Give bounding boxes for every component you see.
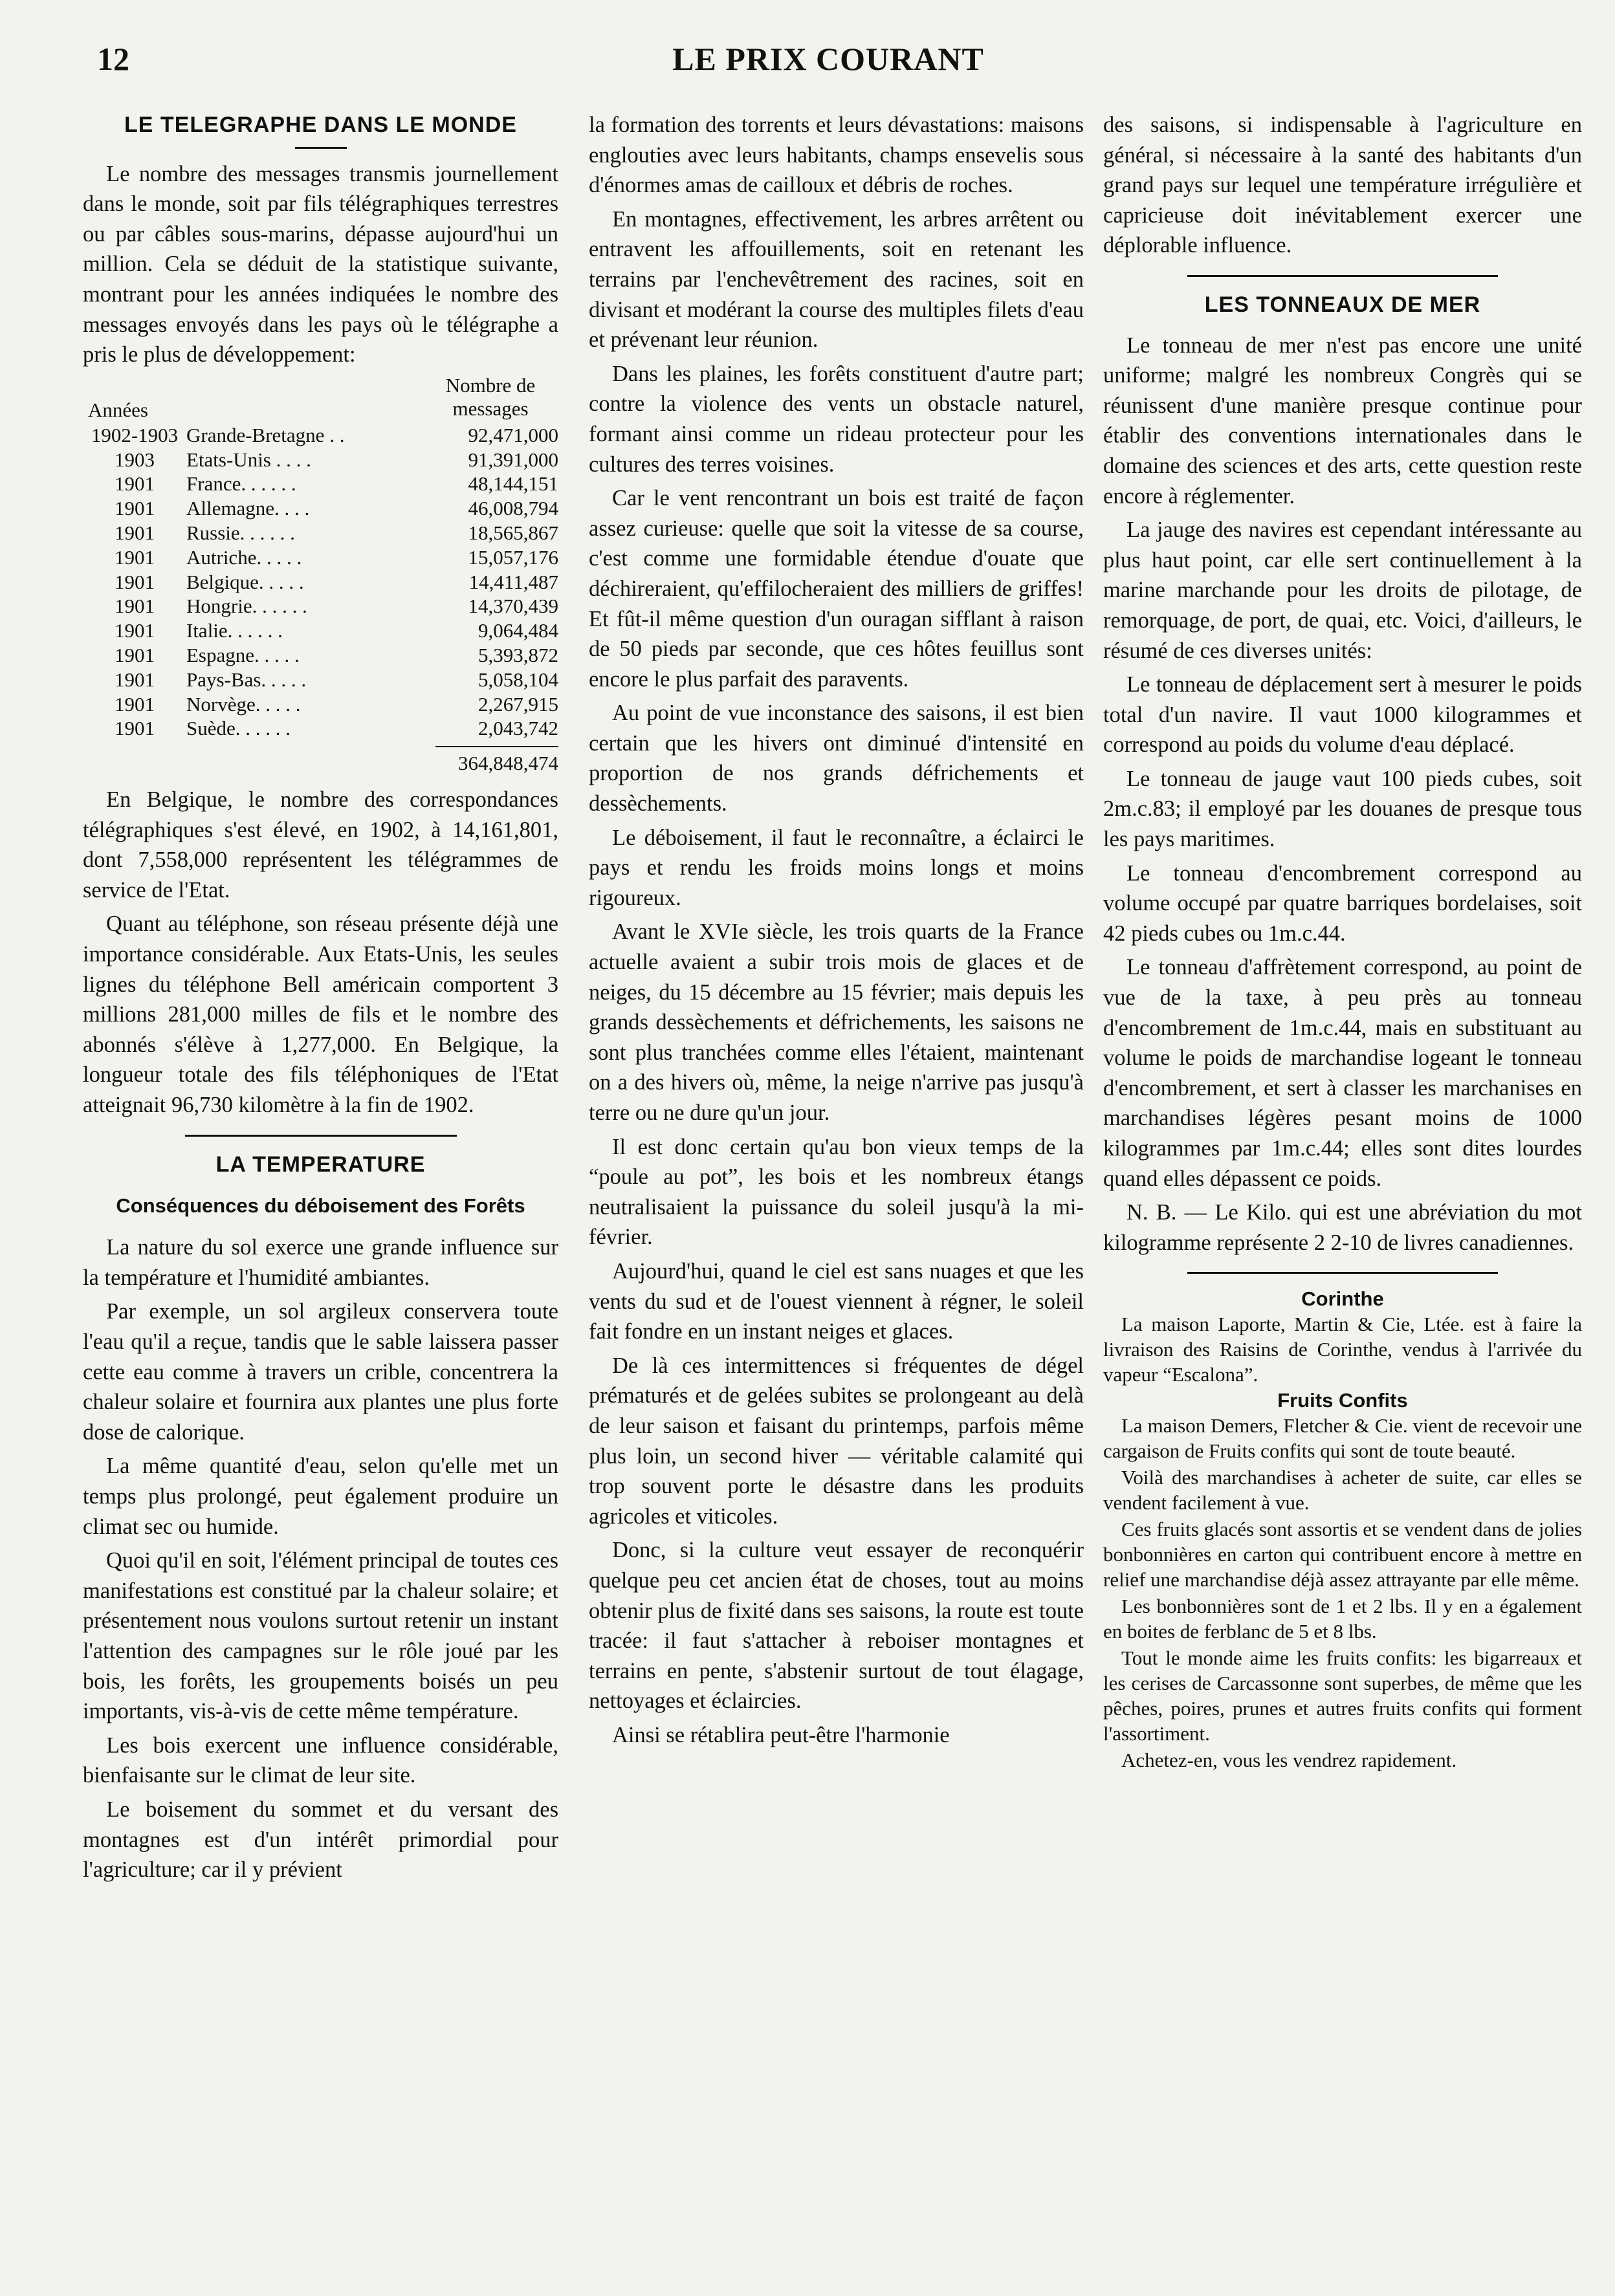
tonneaux-paragraph: La jauge des navires est cependant intéressante au plus haut point, car elle sert continuellement à la marine marchande pour les droits de pilotage, de remorquage, de port, de quai, etc. Voici, d'ailleurs, le résumé de ces diverses unités: — [1103, 518, 1582, 663]
temperature-paragraph: De là ces intermittences si fréquentes de dégel prématurés et de gelées subites se prolongeant au delà de leur saison et faisant du printemps, parfois même plus loin, un second hiver — véritable calamité qui trop souvent porte le désastre dans les produits agricoles et viticoles. — [589, 1353, 1084, 1529]
section-separator — [1187, 1272, 1498, 1274]
tonneaux-heading: LES TONNEAUX DE MER — [1204, 292, 1481, 317]
telegraphe-intro: Le nombre des messages transmis journellement dans le monde, soit par fils télégraphiques terrestres ou par câbles sous-marins, dépasse aujourd'hui un million. Cela se déduit de la statistique suivante, montrant pour les années indiquées le nombre des messages envoyés dans les pays où le télégraphe a pris le plus de développement: — [83, 161, 558, 367]
tonneaux-paragraph: Le tonneau de déplacement sert à mesurer le poids total d'un navire. Il vaut 1000 kilogrammes et correspond au poids du volume d'eau déplacé. — [1103, 672, 1582, 758]
tonneaux-paragraph: Le tonneau de mer n'est pas encore une unité uniforme; malgré les nombreux Congrès qui se réunissent d'une manière presque continue pour établir des conventions internationales dans le domaine des sciences et des arts, cette question reste encore à réglementer. — [1103, 333, 1582, 508]
column-1 — [83, 110, 558, 1889]
table-row: 1902-1903 Grande-Bretagne . . 92,471,000 — [91, 423, 558, 446]
tonneaux-paragraph: Le tonneau de jauge vaut 100 pieds cubes, soit 2m.c.83; il employé par les douanes de presque tous les pays maritimes. — [1103, 766, 1582, 852]
section-separator — [185, 1135, 457, 1137]
spacer — [83, 1179, 558, 1194]
temperature-paragraph: En montagnes, effectivement, les arbres arrêtent ou entravent les affouillements, soit en retenant les terrains par l'enchevêtrement des racines, soit en divisant et modérant la course des multiples filets d'eau et prévenant leur réunion. — [589, 206, 1084, 353]
fruits-paragraph: Voilà des marchandises à acheter de suite, car elles se vendent facilement à vue. — [1103, 1466, 1582, 1514]
brief-news — [1103, 1287, 1582, 1773]
stats-col-years: Années — [88, 398, 148, 421]
corinthe-heading: Corinthe — [1301, 1287, 1384, 1311]
temperature-paragraph: La même quantité d'eau, selon qu'elle met un temps plus prolongé, peut également produire un climat sec ou humide. — [83, 1454, 558, 1539]
fruits-paragraph: La maison Demers, Fletcher & Cie. vient de recevoir une cargaison de Fruits confits qui sont de toute beauté. — [1103, 1414, 1582, 1463]
temperature-paragraph: La nature du sol exerce une grande influence sur la température et l'humidité ambiantes. — [83, 1235, 558, 1290]
corinthe-text: La maison Laporte, Martin & Cie, Ltée. est à faire la livraison des Raisins de Corinthe, vendus à l'arrivée du vapeur “Escalona”. — [1103, 1313, 1582, 1386]
fruits-paragraph: Achetez-en, vous les vendrez rapidement. — [1121, 1749, 1457, 1772]
table-row: 1903 Etats-Unis . . . . 91,391,000 — [115, 448, 558, 471]
page-number: 12 — [97, 41, 129, 77]
temperature-paragraph: la formation des torrents et leurs dévastations: maisons englouties avec leurs habitants, champs ensevelis sous d'énormes amas de cailloux et débris de roches. — [589, 113, 1084, 198]
table-row: 1901 Suède. . . . . . 2,043,742 — [115, 717, 558, 740]
table-row: 1901 Hongrie. . . . . . 14,370,439 — [115, 595, 558, 618]
temperature-paragraph: Dans les plaines, les forêts constituent d'autre part; contre la violence des vents un obstacle naturel, formant ainsi comme un rideau protecteur pour les cultures des terres voisines. — [589, 361, 1084, 477]
newspaper-title: LE PRIX COURANT — [672, 41, 984, 77]
tonneaux-paragraph: N. B. — Le Kilo. qui est une abréviation du mot kilogramme représente 2 2-10 de livres canadiennes. — [1103, 1200, 1582, 1255]
temperature-heading: LA TEMPERATURE — [215, 1152, 426, 1177]
telegraph-stats-table — [83, 423, 558, 741]
temperature-paragraph: Le déboisement, il faut le reconnaître, a éclairci le pays et rendu les froids moins longs et moins rigoureux. — [589, 825, 1084, 910]
temperature-paragraph: Il est donc certain qu'au bon vieux temps de la “poule au pot”, les bois et les nombreux étangs neutralisaient la puissance du soleil jusqu'à la mi-février. — [589, 1134, 1084, 1250]
table-row: 1901 Autriche. . . . . 15,057,176 — [115, 545, 558, 569]
tonneaux-paragraph: Le tonneau d'encombrement correspond au volume occupé par quatre barriques bordelaises, soit 42 pieds cubes ou 1m.c.44. — [1103, 860, 1582, 946]
fruits-paragraph: Tout le monde aime les fruits confits: les bigarreaux et les cerises de Carcassonne sont superbes, de même que les pêches, poires, prunes et autres fruits confits qui forment l'assortiment. — [1103, 1646, 1582, 1745]
spacer — [1103, 320, 1582, 331]
temperature-paragraph: Quoi qu'il en soit, l'élément principal de toutes ces manifestations est constitué par la chaleur solaire; et présentement nous voulons surtout retenir un instant l'attention des campagnes sur le rôle joué par les bois, les forêts, les groupements boisés un peu importants, vis-à-vis de cette même température. — [83, 1548, 558, 1724]
heading-rule — [295, 147, 347, 149]
table-row: 1901 Espagne. . . . . 5,393,872 — [115, 643, 558, 666]
total-rule — [435, 746, 558, 747]
temperature-paragraph: Par exemple, un sol argileux conservera toute l'eau qu'il a reçue, tandis que le sable laissera passer cette eau comme à travers un crible, concentrera la chaleur solaire et fournira aux plantes une plus forte dose de calorique. — [83, 1299, 558, 1445]
tonneaux-paragraph: Le tonneau d'affrètement correspond, au point de vue de la taxe, à peu près au tonneau d'encombrement de 1m.c.44, mais en substituant au volume le poids de marchandise logeant le tonneau d'encombrement, et sert à classer les marchanises en marchandises légères pesant moins de 1000 kilogrammes par 1m.c.44; elles sont dites lourdes quand elles dépassent ce poids. — [1103, 955, 1582, 1191]
stats-header — [83, 374, 558, 423]
column-2 — [589, 110, 1084, 1754]
telegraphe-telephone: Quant au téléphone, son réseau présente déjà une importance considérable. Aux Etats-Unis, les seules lignes du téléphone Bell américain comportent 3 millions 281,000 milles de fils et le nombre des abonnés s'élève à 1,277,000. En Belgique, la longueur totale des fils téléphoniques de l'Etat atteignait 96,730 kilomètre à la fin de 1902. — [83, 912, 558, 1118]
table-row: 1901 Russie. . . . . . 18,565,867 — [115, 521, 558, 544]
table-row: 1901 Belgique. . . . . 14,411,487 — [115, 570, 558, 593]
temperature-paragraph: Avant le XVIe siècle, les trois quarts de la France actuelle avaient a subir trois mois de glaces et de neiges, du 15 décembre au 15 février; mais depuis les grands dessèchements et défrichements, les saisons ne sont plus tranchées comme elles l'étaient, maintenant on a des hivers où, même, la neige n'arrive pas jusqu'à terre ou ne dure qu'un jour. — [589, 919, 1084, 1125]
temperature-paragraph: Ainsi se rétablira peut-être l'harmonie — [612, 1722, 950, 1747]
fruits-paragraph: Ces fruits glacés sont assortis et se vendent dans de jolies bonbonnières en carton qui contribuent encore à mettre en relief une marchandise déjà assez attrayante par elle même. — [1103, 1518, 1582, 1591]
page-header — [97, 40, 1559, 85]
temperature-paragraph: Le boisement du sommet et du versant des montagnes est d'un intérêt primordial pour l'agriculture; car il y prévient — [83, 1797, 558, 1883]
telegraphe-heading: LE TELEGRAPHE DANS LE MONDE — [124, 113, 517, 137]
table-row: 1901 Allemagne. . . . 46,008,794 — [115, 497, 558, 520]
stats-col-count: Nombre de messages — [445, 373, 536, 420]
table-row: 1901 Italie. . . . . . 9,064,484 — [115, 619, 558, 642]
section-separator — [1187, 275, 1498, 277]
table-row: 1901 Pays-Bas. . . . . 5,058,104 — [115, 668, 558, 691]
temperature-paragraph: Les bois exercent une influence considérable, bienfaisante sur le climat de leur site. — [83, 1733, 558, 1788]
temperature-paragraph: Aujourd'hui, quand le ciel est sans nuages et que les vents du sud et de l'ouest viennent à régner, le soleil fait fondre en un instant neiges et glaces. — [589, 1258, 1084, 1344]
table-row: 1901 Norvège. . . . . 2,267,915 — [115, 692, 558, 716]
stats-total: 364,848,474 — [458, 752, 558, 775]
temperature-paragraph: Au point de vue inconstance des saisons, il est bien certain que les hivers ont diminué d'intensité en proportion de nos grands défrichements et dessèchements. — [589, 701, 1084, 816]
temperature-subheading: Conséquences du déboisement des Forêts — [116, 1194, 525, 1218]
temperature-paragraph: Donc, si la culture veut essayer de reconquérir quelque peu cet ancien état de choses, tout au moins obtenir plus de fixité dans ses saisons, la route est toute tracée: il faut s'attacher à reboiser montagnes et terrains en pente, s'abstenir surtout de tout élagage, nettoyages et éclaircies. — [589, 1538, 1084, 1714]
telegraphe-belgique: En Belgique, le nombre des correspondances télégraphiques s'est élevé, en 1902, à 14,161,801, dont 7,558,000 représentent les télégrammes de service de l'Etat. — [83, 787, 558, 902]
temperature-paragraph: des saisons, si indispensable à l'agriculture en général, si nécessaire à la santé des habitants d'un grand pays sur lequel une température irrégulière et capricieuse doit inévitablement exercer une déplorable influence. — [1103, 113, 1582, 258]
spacer — [83, 1218, 558, 1232]
fruits-heading: Fruits Confits — [1277, 1389, 1408, 1412]
temperature-paragraph: Car le vent rencontrant un bois est traité de façon assez curieuse: quelle que soit la vitesse de sa course, c'est comme une formidable étendue d'ouate que déchireraient, qu'effilocheraient des milliers de griffes! Et fût-il même question d'un ouragan sifflant à raison de 50 pieds par seconde, que ces hôtes feuillus sont encore le plus parfait des paravents. — [589, 486, 1084, 692]
fruits-paragraph: Les bonbonnières sont de 1 et 2 lbs. Il y en a également en boites de ferblanc de 5 et 8 lbs. — [1103, 1595, 1582, 1643]
column-3 — [1103, 110, 1582, 1774]
table-row: 1901 France. . . . . . 48,144,151 — [115, 472, 558, 496]
